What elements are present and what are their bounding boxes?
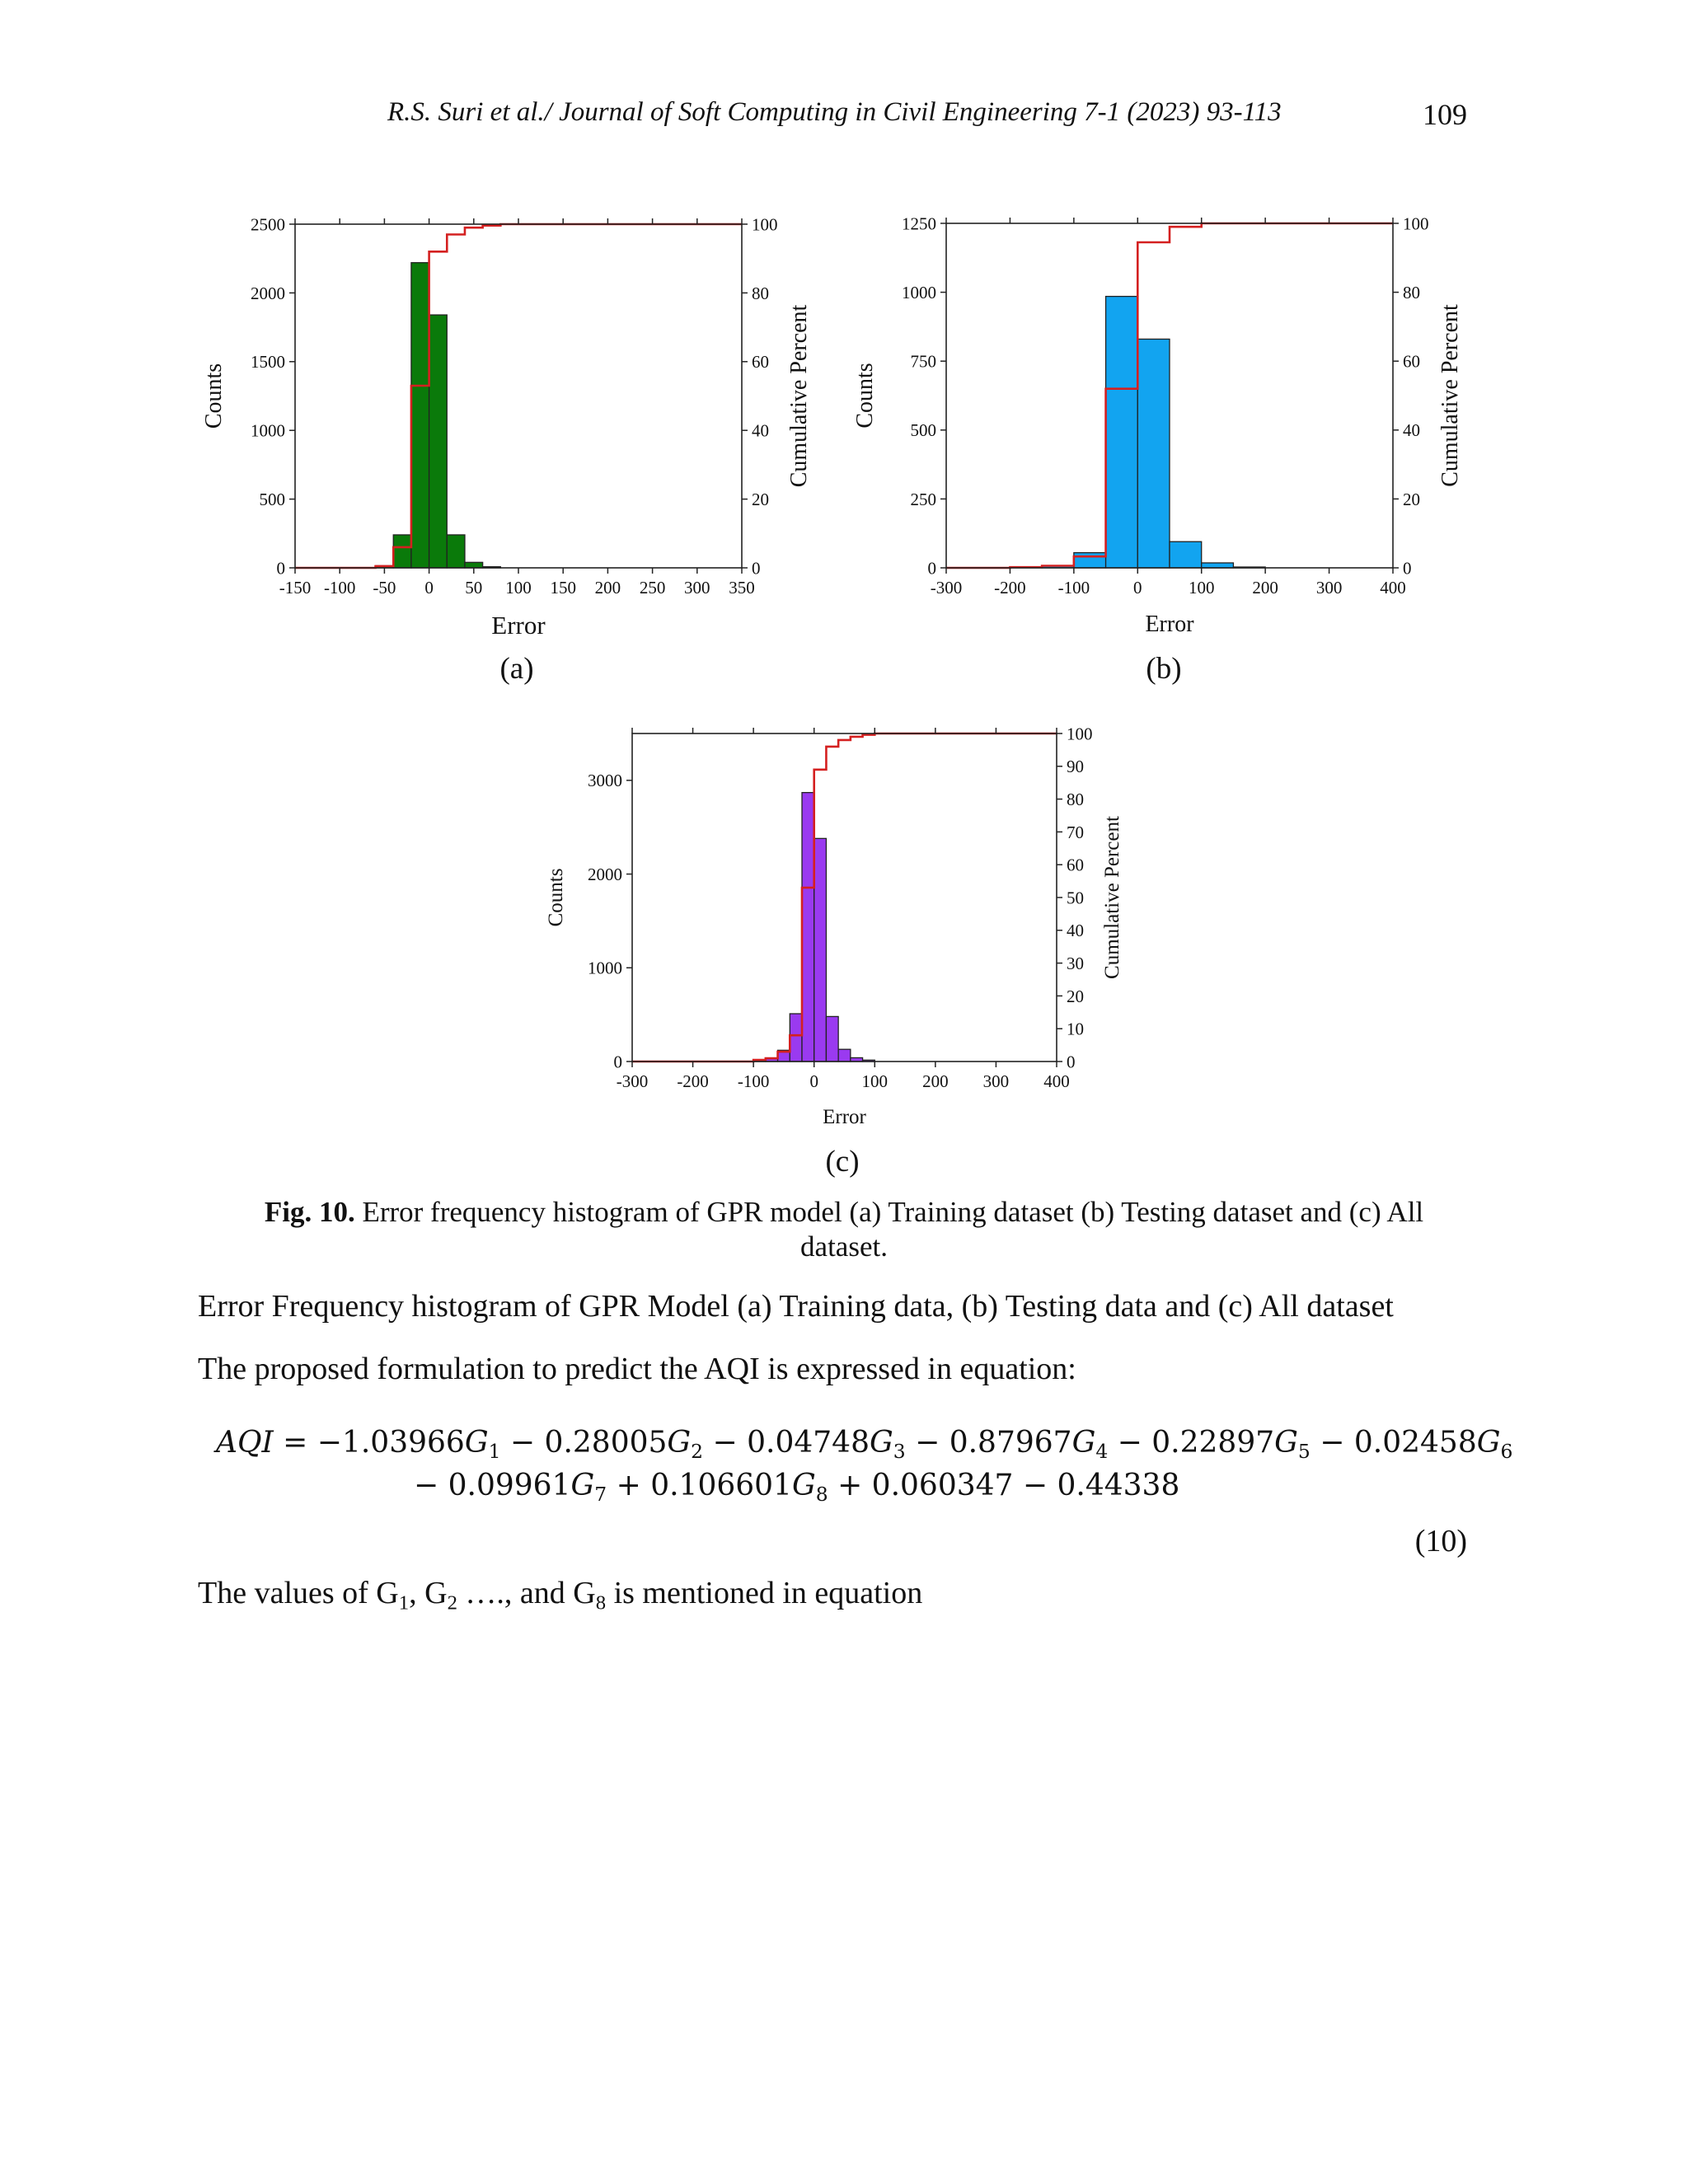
histogram-bar <box>411 263 429 568</box>
body-paragraph-1: Error Frequency histogram of GPR Model (a) Training data, (b) Testing data and (c) All dataset <box>198 1289 1394 1324</box>
y2-tick-label: 40 <box>1067 921 1084 941</box>
histogram-bar <box>447 535 465 568</box>
histogram-testing <box>841 208 1467 653</box>
x-tick-label: 100 <box>861 1071 889 1091</box>
x-tick-label: 0 <box>1133 578 1142 598</box>
x-tick-label: 300 <box>1315 578 1343 598</box>
histogram-bar <box>1170 541 1202 568</box>
x-tick-label: 400 <box>1043 1071 1070 1091</box>
running-header <box>0 97 1688 138</box>
figure-caption-text: Error frequency histogram of GPR model (a) Training dataset (b) Testing dataset and (c) All dataset. <box>354 1196 1424 1263</box>
equation-line-1: AQI = $-1.03966G_1 - 0.28005G_2 - 0.04748G_3 - 0.87967G_4 - 0.22897G_5 - 0.02458G_6$ <box>216 1426 1513 1464</box>
x-tick-label: -200 <box>677 1071 709 1091</box>
y-tick-label: 0 <box>927 558 936 579</box>
x-tick-label: 150 <box>550 578 576 598</box>
y2-axis-label: Cumulative Percent <box>786 304 812 488</box>
x-tick-label: 300 <box>982 1071 1010 1091</box>
histogram-bar <box>1106 297 1138 568</box>
y2-tick-label: 100 <box>1403 213 1429 234</box>
cumulative-percent-line <box>632 733 1057 1062</box>
y-tick-label: 500 <box>910 420 936 441</box>
y2-tick-label: 60 <box>752 352 769 373</box>
y2-tick-label: 30 <box>1067 953 1084 973</box>
y2-tick-label: 20 <box>1403 489 1420 509</box>
y-tick-label: 2000 <box>588 864 622 884</box>
chart-svg <box>190 208 816 653</box>
x-tick-label: -300 <box>616 1071 649 1091</box>
x-tick-label: -150 <box>279 578 312 598</box>
x-tick-label: -100 <box>1057 578 1090 598</box>
y2-tick-label: 0 <box>752 558 761 579</box>
y-tick-label: 1000 <box>902 282 936 302</box>
histogram-bar <box>838 1049 851 1062</box>
x-tick-label: -100 <box>323 578 356 598</box>
y-axis-label: Counts <box>852 363 878 429</box>
y2-axis-label: Cumulative Percent <box>1101 816 1123 979</box>
chart-svg <box>536 717 1129 1129</box>
x-tick-label: 0 <box>809 1071 818 1091</box>
x-tick-label: 200 <box>1252 578 1278 598</box>
y2-tick-label: 20 <box>1067 986 1084 1006</box>
x-tick-label: 50 <box>465 578 483 598</box>
y2-tick-label: 100 <box>752 214 778 235</box>
y-tick-label: 750 <box>910 351 936 372</box>
y2-tick-label: 50 <box>1067 888 1084 908</box>
plot-frame <box>295 224 742 568</box>
journal-citation: R.S. Suri et al./ Journal of Soft Computing in Civil Engineering 7-1 (2023) 93-113 <box>387 97 1282 127</box>
histogram-bar <box>802 793 814 1062</box>
x-tick-label: 300 <box>684 578 710 598</box>
cumulative-percent-line <box>295 224 742 568</box>
x-tick-label: 0 <box>424 578 434 598</box>
x-axis-label: Error <box>491 611 546 640</box>
y-axis-label: Counts <box>201 363 227 429</box>
y-tick-label: 0 <box>276 558 285 579</box>
y2-tick-label: 80 <box>1403 282 1420 302</box>
histogram-bar <box>814 838 827 1062</box>
page-number: 109 <box>1423 98 1467 131</box>
y-tick-label: 500 <box>259 489 285 509</box>
x-tick-label: -300 <box>930 578 963 598</box>
y-tick-label: 1500 <box>251 352 285 373</box>
y-tick-label: 1000 <box>588 958 622 978</box>
y2-axis-label: Cumulative Percent <box>1437 304 1463 487</box>
panel-label-c: (c) <box>825 1145 860 1179</box>
y-tick-label: 3000 <box>588 771 622 791</box>
x-tick-label: 250 <box>639 578 666 598</box>
equation-number: (10) <box>1414 1524 1467 1558</box>
y2-tick-label: 10 <box>1067 1019 1084 1039</box>
x-tick-label: 100 <box>1188 578 1215 598</box>
y-tick-label: 1000 <box>251 420 285 441</box>
histogram-bar <box>826 1016 838 1062</box>
y-tick-label: 2000 <box>251 283 285 303</box>
histogram-bar <box>1202 563 1234 568</box>
body-paragraph-2: The proposed formulation to predict the AQI is expressed in equation: <box>198 1352 1076 1386</box>
histogram-bar <box>393 535 411 568</box>
histogram-bar <box>465 562 483 568</box>
y2-tick-label: 20 <box>752 489 769 509</box>
panel-label-a: (a) <box>499 652 534 686</box>
body-paragraph-3: The values of $G_1$, $G_2$ …., and $G_8$ is mentioned in equation <box>198 1576 923 1615</box>
histogram-bar <box>429 315 448 568</box>
y2-tick-label: 60 <box>1403 351 1420 372</box>
y-tick-label: 2500 <box>251 214 285 235</box>
y2-tick-label: 100 <box>1067 724 1093 744</box>
x-tick-label: 200 <box>594 578 621 598</box>
panel-label-b: (b) <box>1146 652 1182 686</box>
y2-tick-label: 60 <box>1067 855 1084 875</box>
figure-label: Fig. 10. <box>264 1196 355 1228</box>
figure-caption <box>223 1195 1465 1264</box>
y2-tick-label: 0 <box>1403 558 1412 579</box>
histogram-training <box>190 208 816 653</box>
y-axis-label: Counts <box>545 868 567 927</box>
y2-tick-label: 0 <box>1067 1052 1076 1072</box>
y2-tick-label: 80 <box>1067 789 1084 809</box>
y-tick-label: 0 <box>613 1052 622 1072</box>
y-tick-label: 250 <box>910 489 936 509</box>
x-tick-label: 400 <box>1380 578 1406 598</box>
x-axis-label: Error <box>823 1106 866 1128</box>
x-tick-label: 100 <box>505 578 532 598</box>
histogram-bar <box>1137 339 1170 568</box>
histogram-all <box>536 717 1129 1129</box>
chart-svg <box>841 208 1467 653</box>
x-axis-label: Error <box>1145 612 1194 637</box>
y2-tick-label: 40 <box>752 420 769 441</box>
y2-tick-label: 90 <box>1067 757 1084 777</box>
plot-frame <box>632 733 1057 1062</box>
y-tick-label: 1250 <box>902 213 936 234</box>
equation-line-2: − $0.09961G_7 + 0.106601G_8 + 0.060347 - 0.44338$ <box>414 1469 1180 1507</box>
histogram-bar <box>790 1014 802 1062</box>
x-tick-label: -50 <box>373 578 396 598</box>
x-tick-label: -100 <box>737 1071 770 1091</box>
y2-tick-label: 80 <box>752 283 769 303</box>
histogram-bar <box>1074 553 1106 568</box>
x-tick-label: -200 <box>994 578 1026 598</box>
y2-tick-label: 40 <box>1403 420 1420 441</box>
x-tick-label: 350 <box>729 578 755 598</box>
x-tick-label: 200 <box>922 1071 949 1091</box>
y2-tick-label: 70 <box>1067 822 1084 842</box>
